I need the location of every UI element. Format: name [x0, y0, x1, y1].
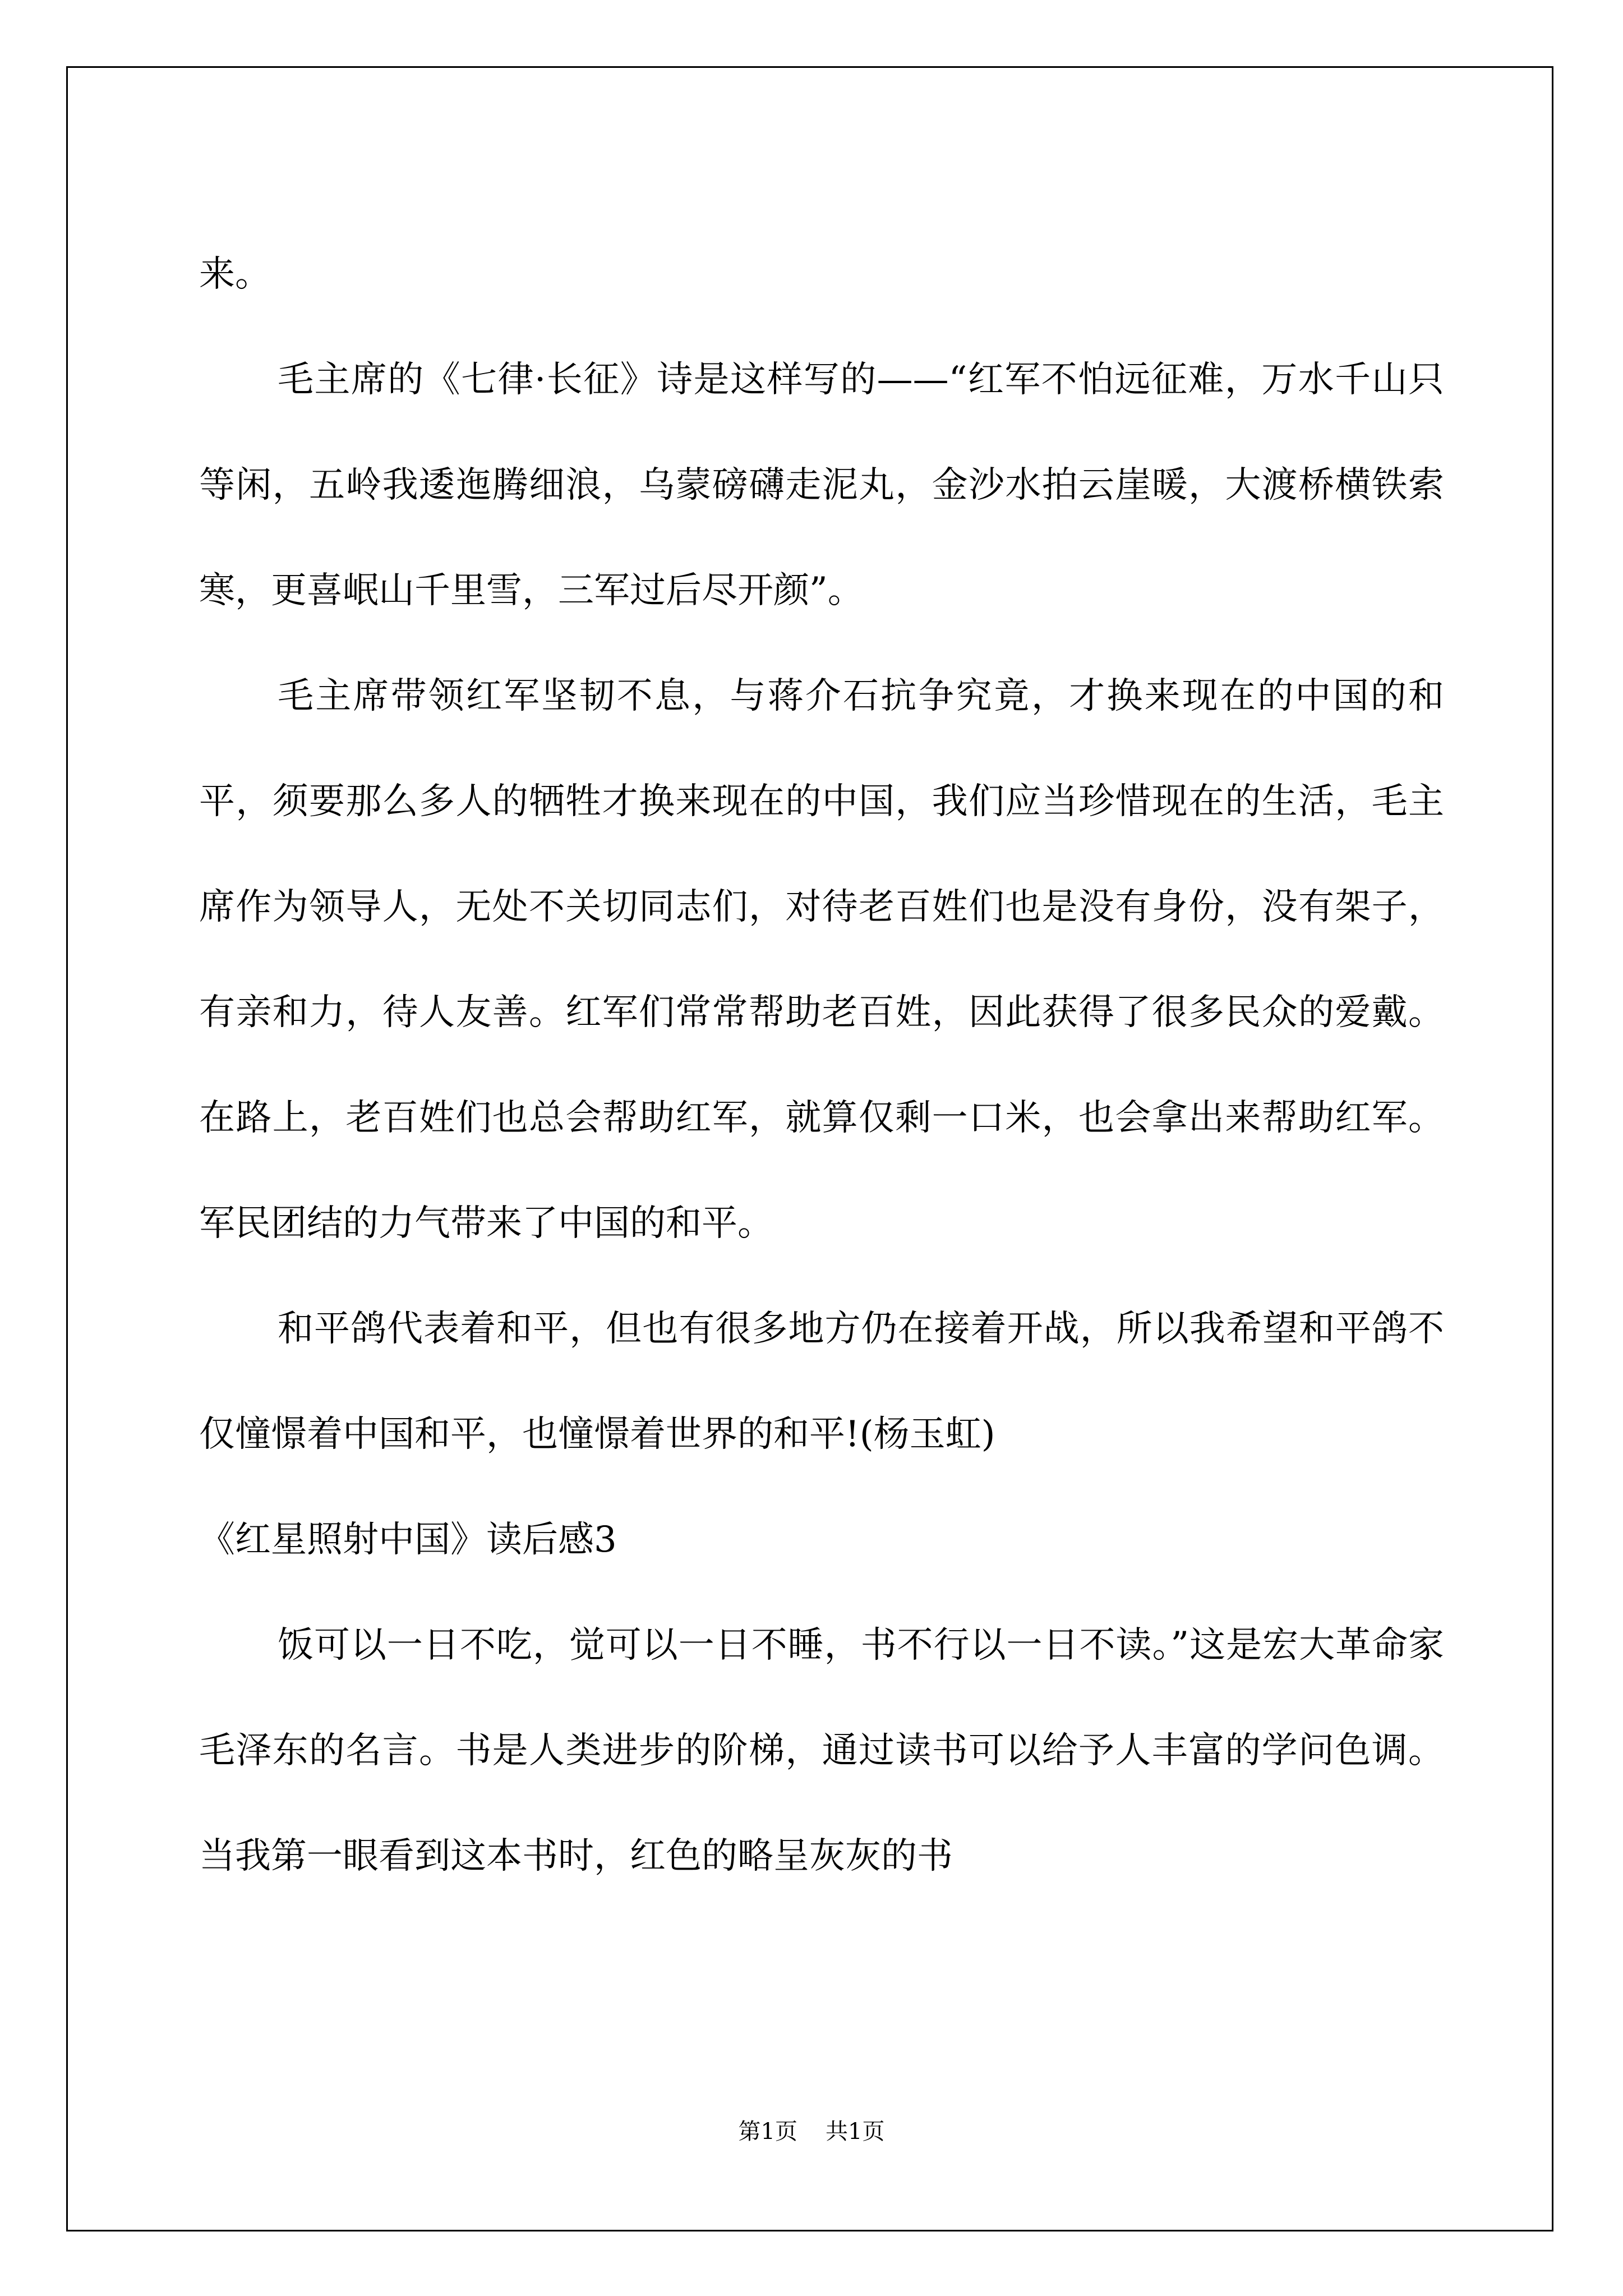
page-total: 共1页 [826, 2119, 885, 2145]
paragraph-poem-quote: 毛主席的《七律·长征》诗是这样写的——“红军不怕远征难，万水千山只等闲，五岭我逶迤腾细浪，乌蒙磅礴走泥丸，金沙水拍云崖暖，大渡桥横铁索寒，更喜岷山千里雪，三军过后尽开颜”。 [199, 359, 1444, 611]
paragraph-reading: 饭可以一日不吃，觉可以一日不睡，书不行以一日不读。”这是宏大革命家毛泽东的名言。书是人类进步的阶梯，通过读书可以给予人丰富的学问色调。当我第一眼看到这本书时，红色的略呈灰灰的书 [199, 1625, 1444, 1877]
paragraph-red-army: 毛主席带领红军坚韧不息，与蒋介石抗争究竟，才换来现在的中国的和平，须要那么多人的牺牲才换来现在的中国，我们应当珍惜现在的生活，毛主席作为领导人，无处不关切同志们，对待老百姓们也是没有身份，没有架子，有亲和力，待人友善。红军们常常帮助老百姓，因此获得了很多民众的爱戴。在路上，老百姓们也总会帮助红军，就算仅剩一口米，也会拿出来帮助红军。军民团结的力气带来了中国的和平。 [199, 675, 1444, 1244]
section-heading: 《红星照射中国》读后感3 [199, 1519, 617, 1561]
paragraph-continuation: 来。 [199, 254, 271, 295]
paragraph-peace-dove: 和平鸽代表着和平，但也有很多地方仍在接着开战，所以我希望和平鸽不仅憧憬着中国和平，也憧憬着世界的和平!(杨玉虹) [199, 1308, 1444, 1455]
page-footer [0, 2114, 1623, 2146]
page-number: 第1页 [738, 2119, 797, 2145]
document-body [199, 222, 1444, 1909]
